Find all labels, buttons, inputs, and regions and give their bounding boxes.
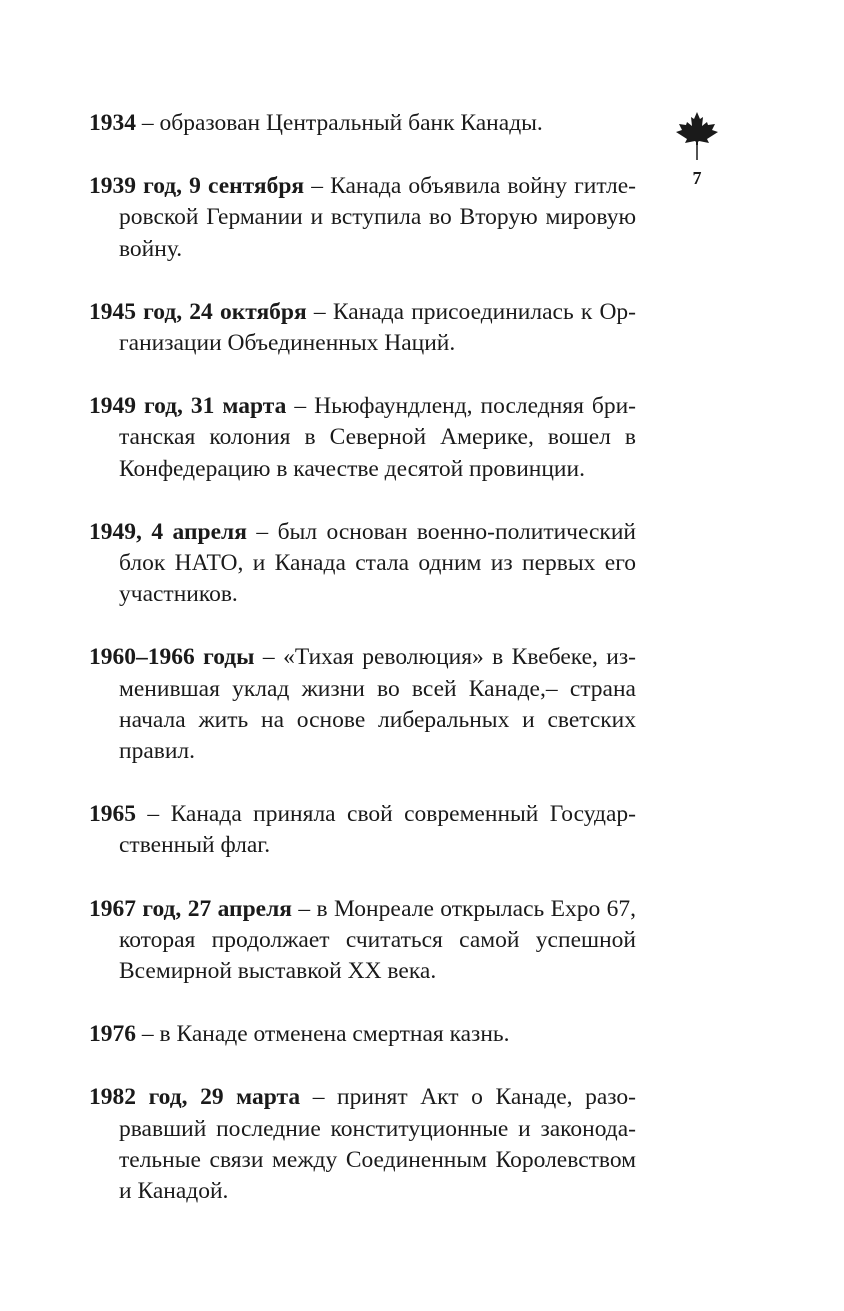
entry-text: Ньюфаундленд, последняя бри-танская колония в Северной Америке, вошел в Конфедерацию в качестве десятой провинции. bbox=[119, 393, 637, 482]
entry-text: в Монреале открылась Expo 67, которая продолжает считаться самой успешной Всемирной выставкой XX века. bbox=[119, 895, 636, 985]
timeline-list bbox=[89, 108, 636, 1239]
entry-separator: – bbox=[246, 518, 278, 545]
entry-text: «Тихая революция» в Квебеке, из-менившая уклад жизни во всей Канаде,– страна начала жить на основе либеральных и светских правил. bbox=[119, 644, 636, 765]
page-header-mark bbox=[672, 110, 722, 200]
entry-separator: – bbox=[300, 1084, 338, 1111]
timeline-entry bbox=[89, 297, 636, 359]
entry-text: Канада приняла свой современный Государ-ственный флаг. bbox=[119, 801, 636, 859]
entry-text: образован Центральный банк Канады. bbox=[159, 110, 543, 136]
entry-date: 1949, 4 апреля bbox=[89, 518, 247, 545]
maple-leaf-icon bbox=[672, 110, 722, 160]
entry-date: 1960–1966 годы bbox=[89, 644, 255, 671]
entry-date: 1949 год, 31 марта bbox=[89, 393, 287, 420]
entry-text: в Канаде отменена смертная казнь. bbox=[159, 1021, 510, 1048]
entry-separator: – bbox=[306, 298, 333, 325]
timeline-entry bbox=[89, 517, 636, 611]
timeline-entry bbox=[89, 108, 636, 139]
timeline-entry bbox=[89, 894, 636, 988]
timeline-entry bbox=[89, 1082, 636, 1207]
entry-separator: – bbox=[304, 173, 331, 200]
entry-date: 1976 bbox=[89, 1021, 136, 1048]
entry-separator: – bbox=[254, 644, 284, 671]
entry-text: принят Акт о Канаде, разо-рвавший последние конституционные и законода-тельные связи между Соединенным Королевством и Канадой. bbox=[119, 1084, 637, 1205]
timeline-entry bbox=[89, 799, 636, 861]
timeline-entry bbox=[89, 1019, 636, 1050]
entry-date: 1945 год, 24 октября bbox=[89, 298, 307, 325]
timeline-entry bbox=[89, 171, 636, 265]
entry-text: Канада присоединилась к Ор-ганизации Объединенных Наций. bbox=[119, 298, 637, 357]
entry-text: Канада объявила войну гитле-ровской Германии и вступила во Вторую мировую войну. bbox=[119, 173, 637, 262]
entry-separator: – bbox=[286, 393, 315, 420]
entry-text: был основан военно-политический блок НАТО, и Канада стала одним из первых его участников. bbox=[119, 518, 636, 608]
entry-date: 1965 bbox=[89, 801, 136, 828]
page-number: 7 bbox=[692, 168, 702, 188]
entry-separator: – bbox=[136, 801, 171, 828]
entry-separator: – bbox=[136, 1021, 160, 1048]
entry-date: 1939 год, 9 сентября bbox=[89, 173, 305, 200]
entry-date: 1982 год, 29 марта bbox=[89, 1084, 301, 1111]
timeline-entry bbox=[89, 391, 636, 485]
entry-separator: – bbox=[291, 895, 317, 922]
entry-separator: – bbox=[136, 110, 160, 136]
entry-date: 1967 год, 27 апреля bbox=[89, 895, 292, 922]
timeline-entry bbox=[89, 642, 636, 767]
entry-date: 1934 bbox=[89, 110, 136, 136]
